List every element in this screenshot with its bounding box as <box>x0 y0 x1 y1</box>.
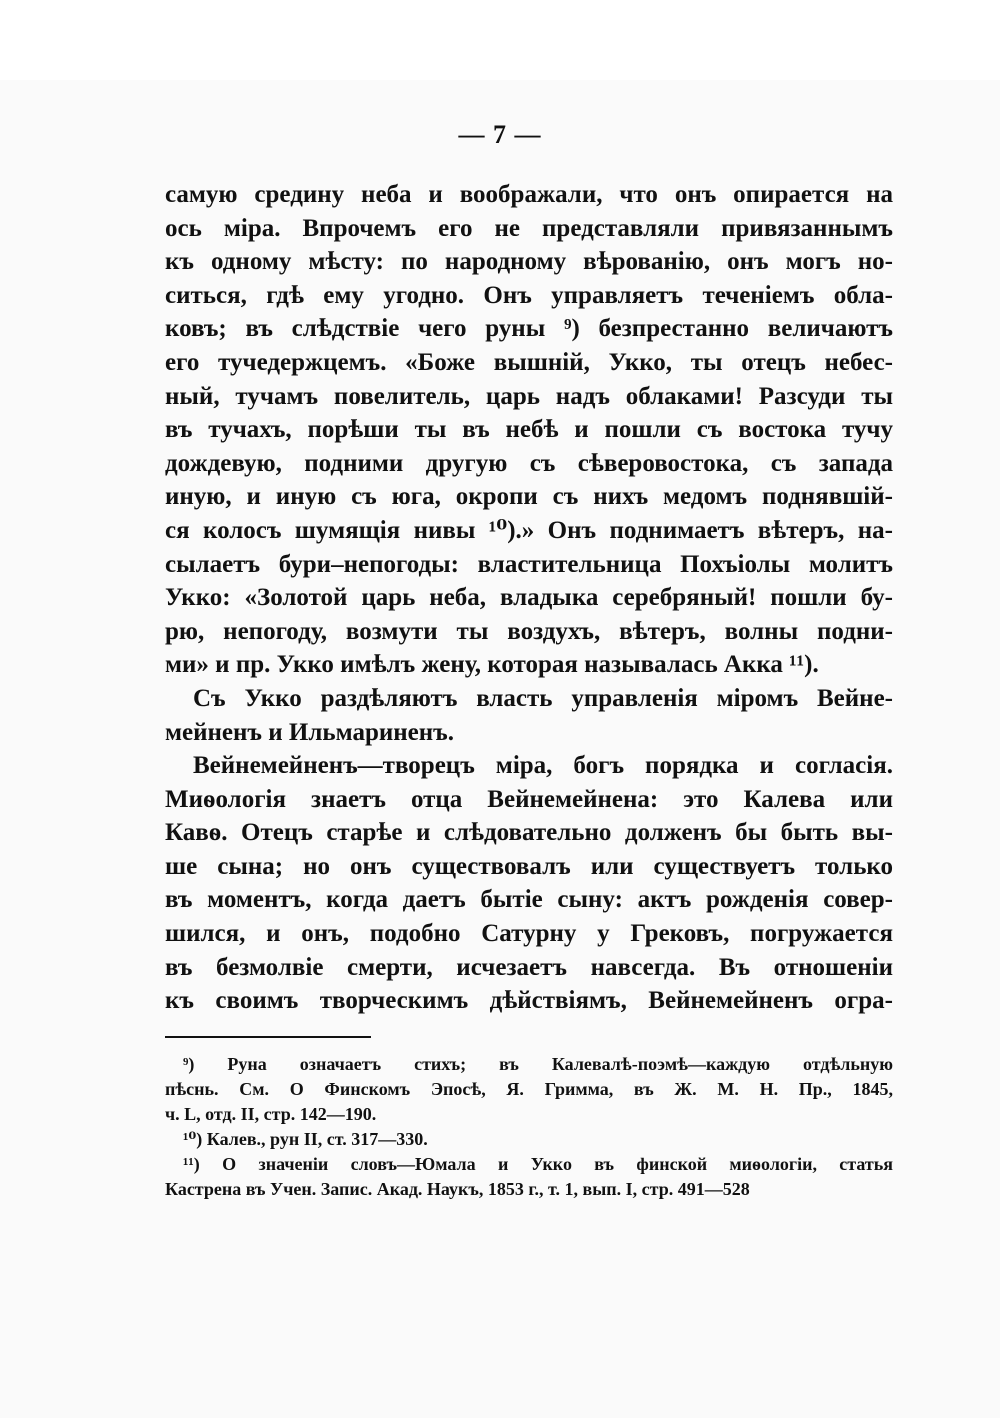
text-line: въ тучахъ, порѣши ты въ небѣ и пошли съ востока тучу <box>165 416 893 444</box>
footnote-divider <box>165 1036 371 1038</box>
text-line: его тучедержцемъ. «Боже вышній, Укко, ты отецъ небес- <box>165 348 893 376</box>
text-line: сылаетъ бури–непогоды: властительница Похъіолы молитъ <box>165 550 893 578</box>
text-line: ситься, гдѣ ему угодно. Онъ управляетъ теченіемъ обла- <box>165 281 893 309</box>
footnote-line: ¹¹) О значеніи словъ—Юмала и Укко въ финской миѳологіи, статья <box>183 1154 893 1174</box>
text-line: къ своимъ творческимъ дѣйствіямъ, Вейнемейненъ огра- <box>165 987 893 1015</box>
footnote-line: Кастрена въ Учен. Запис. Акад. Наукъ, 1853 г., т. 1, вып. I, стр. 491—528 <box>165 1179 750 1199</box>
text-line: ся колосъ шумящія нивы ¹⁰).» Онъ поднимаетъ вѣтеръ, на- <box>165 516 893 544</box>
text-line: ковъ; въ слѣдствіе чего руны ⁹) безпрестанно величаютъ <box>165 315 893 343</box>
text-line: рю, непогоду, возмути ты воздухъ, вѣтеръ, волны подни- <box>165 617 893 645</box>
text-line: самую средину неба и воображали, что онъ опирается на <box>165 181 893 208</box>
text-line: въ моментъ, когда даетъ бытіе сыну: актъ рожденія совер- <box>165 886 893 914</box>
text-line: ный, тучамъ повелитель, царь надъ облаками! Разсуди ты <box>165 382 893 410</box>
main-text <box>165 178 893 1018</box>
text-line: Вейнемейненъ—творецъ міра, богъ порядка и согласія. <box>193 752 893 780</box>
text-line: иную, и иную съ юга, окропи съ нихъ медомъ поднявшій- <box>165 483 893 511</box>
footnote-line: ¹⁰) Калев., рун II, ст. 317—330. <box>183 1129 428 1149</box>
text-line: ше сына; но онъ существовалъ или существуетъ только <box>165 852 893 880</box>
text-line: шился, и онъ, подобно Сатурну у Грековъ, погружается <box>165 920 893 948</box>
text-line: Кавѳ. Отецъ старѣе и слѣдовательно долженъ бы быть вы- <box>165 819 893 847</box>
text-line: дождевую, подними другую съ сѣверовостока, съ запада <box>165 449 893 477</box>
footnote-line: ⁹) Руна означаетъ стихъ; въ Калевалѣ-поэмѣ—каждую отдѣльную <box>183 1054 893 1074</box>
page-number: — 7 — <box>458 120 542 149</box>
text-line: Съ Укко раздѣляютъ власть управленія міромъ Вейне- <box>193 684 893 712</box>
text-line: въ безмолвіе смерти, исчезаетъ навсегда. Въ отношеніи <box>165 953 893 981</box>
footnotes <box>165 1052 893 1202</box>
text-line: къ одному мѣсту: по народному вѣрованію, онъ могъ но- <box>165 248 893 276</box>
text-line: мейненъ и Ильмариненъ. <box>165 718 455 746</box>
footnote-line: пѣснь. См. О Финскомъ Эпосѣ, Я. Гримма, въ Ж. М. Н. Пр., 1845, <box>165 1079 893 1099</box>
text-line: Укко: «Золотой царь неба, владыка серебряный! пошли бу- <box>165 584 893 612</box>
text-line: ми» и пр. Укко имѣлъ жену, которая называлась Акка ¹¹). <box>165 651 819 679</box>
text-line: ось міра. Впрочемъ его не представляли привязаннымъ <box>165 214 893 242</box>
text-line: Миѳологія знаетъ отца Вейнемейнена: это Калева или <box>165 785 893 813</box>
footnote-line: ч. L, отд. II, стр. 142—190. <box>165 1104 377 1124</box>
